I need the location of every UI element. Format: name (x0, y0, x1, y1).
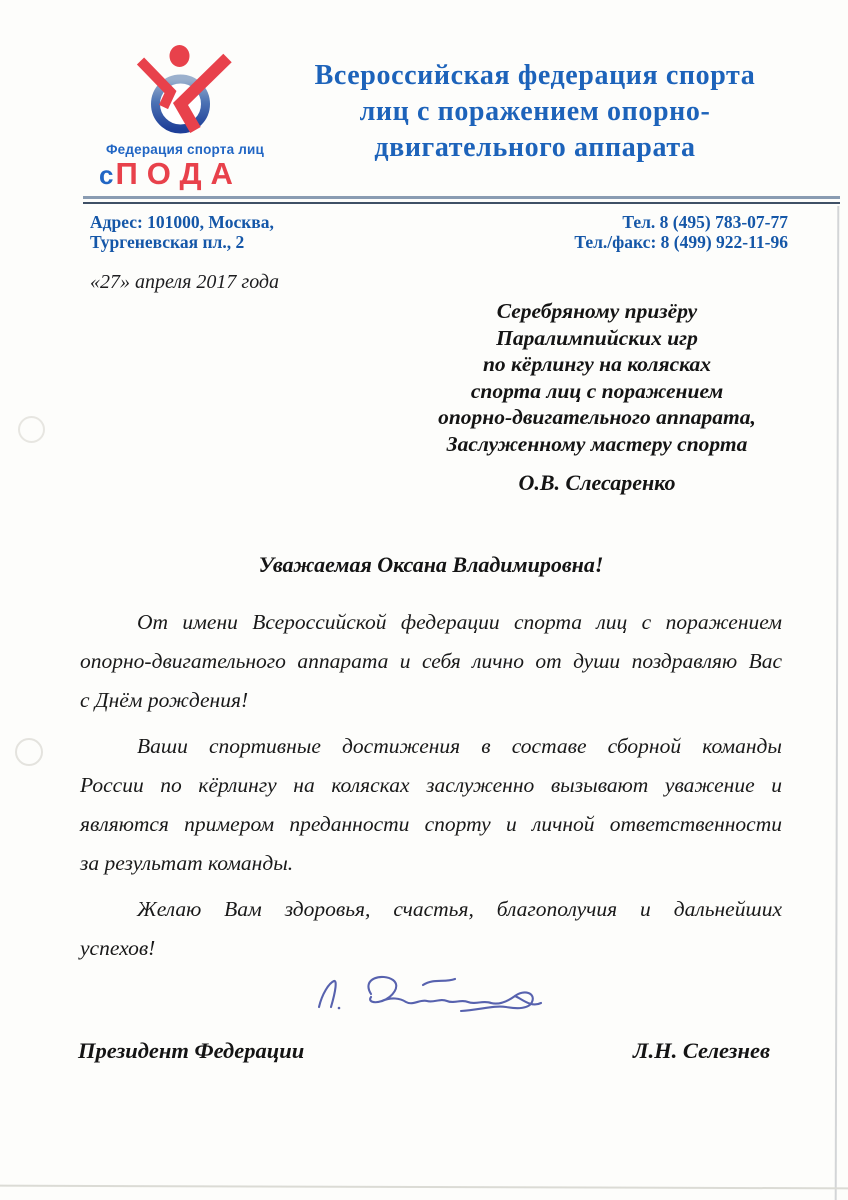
org-title-line: Всероссийская федерация спорта (314, 60, 756, 91)
logo-acronym-prefix: с (99, 160, 114, 190)
paragraph-line: успехов! (80, 936, 156, 960)
paragraph-line: России по кёрлингу на колясках заслуженно вызывают уважение и (80, 773, 782, 797)
recipient-line: Паралимпийских игр (496, 325, 698, 350)
recipient-line: Заслуженному мастеру спорта (446, 431, 748, 456)
paragraph (80, 727, 782, 883)
recipient-line: спорта лиц с поражением (470, 378, 724, 403)
hole-punch-mark (15, 738, 43, 766)
org-title-line: лиц с поражением опорно- (359, 96, 711, 127)
phone-line: Тел. 8 (495) 783-07-77 (622, 212, 788, 232)
paragraph-line: являются примером преданности спорту и личной ответственности (80, 812, 782, 836)
paragraph-line: опорно-двигательного аппарата и себя лично от души поздравляю Вас (80, 649, 782, 673)
signoff-title: Президент Федерации (78, 1038, 305, 1063)
paragraph-line: Желаю Вам здоровья, счастья, благополучия и дальнейших (137, 897, 782, 921)
org-title-line: двигательного аппарата (374, 132, 696, 163)
federation-logo-icon (118, 42, 268, 152)
handwritten-signature (303, 970, 568, 1018)
logo-acronym-main: ПОДА (115, 156, 242, 191)
recipient-line: Серебряному призёру (496, 299, 698, 323)
letterhead-rule-dark (83, 202, 840, 204)
phone-block (574, 213, 788, 252)
recipient-name: О.В. Слесаренко (518, 470, 676, 495)
organization-title (252, 58, 818, 166)
scan-edge-right (835, 206, 840, 1200)
paragraph-line: Ваши спортивные достижения в составе сборной команды (137, 734, 782, 758)
phone-fax-line: Тел./факс: 8 (499) 922-11-96 (574, 231, 788, 252)
signoff-row (78, 1038, 770, 1064)
paragraph-line: за результат команды. (80, 851, 294, 875)
recipient-block (424, 298, 770, 497)
paragraph-line: От имени Всероссийской федерации спорта лиц с поражением (137, 610, 782, 634)
logo-caption: Федерация спорта лиц (105, 142, 265, 157)
signoff-name: Л.Н. Селезнев (633, 1038, 770, 1063)
paragraph (80, 890, 782, 968)
recipient-line: по кёрлингу на колясках (482, 352, 712, 376)
salutation: Уважаемая Оксана Владимировна! (258, 552, 604, 577)
letterhead-rule-light (83, 196, 840, 199)
letter-date: «27» апреля 2017 года (90, 271, 280, 293)
address-line: Тургеневская пл., 2 (90, 231, 245, 252)
address-line: Адрес: 101000, Москва, (90, 212, 274, 232)
paragraph-line: с Днём рождения! (80, 688, 249, 712)
address-block (90, 213, 274, 252)
hole-punch-mark (18, 416, 45, 443)
paragraph (80, 603, 782, 720)
recipient-line: опорно-двигательного аппарата, (438, 405, 756, 429)
letter-body (80, 603, 782, 975)
scan-edge-bottom (0, 1185, 848, 1190)
